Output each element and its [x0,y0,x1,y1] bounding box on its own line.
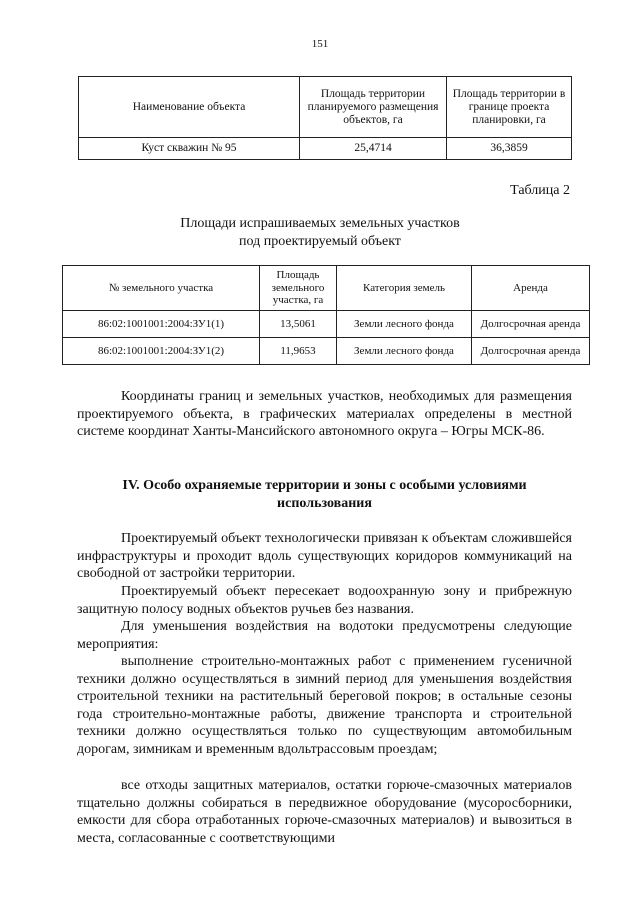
table-cell: Долгосрочная аренда [472,311,590,338]
coordinates-paragraph: Координаты границ и земельных участков, необходимых для размещения проектируемого объекта, в графических материалах определены в местной системе координат Ханты-Мансийского автономного округа – Югры МСК-86. [77,389,572,440]
table-cell: Земли лесного фонда [337,338,472,365]
page-number: 151 [311,38,329,50]
table-row [63,338,590,365]
table-row [63,311,590,338]
table-cell: 86:02:1001001:2004:ЗУ1(2) [63,338,260,365]
paragraph: Проектируемый объект технологически привязан к объектам сложившейся инфраструктуры и проходит вдоль существующих коридоров коммуникаций на свободной от застройки территории. [77,531,572,582]
table-cell: 25,4714 [300,138,447,160]
table-cell: 86:02:1001001:2004:ЗУ1(1) [63,311,260,338]
caption-line: под проектируемый объект [239,234,401,249]
paragraph: Для уменьшения воздействия на водотоки предусмотрены следующие мероприятия: [77,619,572,652]
section-title: IV. Особо охраняемые территории и зоны с особыми условиями использования [122,478,527,511]
table-header-row [63,266,590,311]
caption-line: Площади испрашиваемых земельных участков [180,216,460,231]
table-header-cell: Категория земель [337,266,472,311]
table-cell: 36,3859 [447,138,572,160]
table-cell: Долгосрочная аренда [472,338,590,365]
table-caption [0,215,640,251]
table-header-cell: Площадь территории в границе проекта планировки, га [447,77,572,138]
table-header-cell: Аренда [472,266,590,311]
land-plots-table [62,265,590,365]
paragraph: Проектируемый объект пересекает водоохранную зону и прибрежную защитную полосу водных объектов ручьев без названия. [77,584,572,617]
table-row [79,138,572,160]
table-header-cell: Площадь территории планируемого размещения объектов, га [300,77,447,138]
table-cell: Земли лесного фонда [337,311,472,338]
table-header-cell: Площадь земельного участка, га [260,266,337,311]
table-header-row [79,77,572,138]
table-cell: 11,9653 [260,338,337,365]
object-area-table [78,76,572,160]
table-label: Таблица 2 [510,183,570,198]
table-cell: 13,5061 [260,311,337,338]
table-header-cell: № земельного участка [63,266,260,311]
paragraph: выполнение строительно-монтажных работ с применением гусеничной техники должно осуществляться в зимний период для уменьшения воздействия строительной техники на растительный береговой покров; в остальные сезоны года строительно-монтажные работы, движение транспорта и строительной техники должно осуществляться только по существующим автомобильным дорогам, зимникам и временным вдольтрассовым проездам; [77,654,572,757]
table-cell: Куст скважин № 95 [79,138,300,160]
paragraph: все отходы защитных материалов, остатки горюче-смазочных материалов тщательно должны собираться в передвижное оборудование (мусоросборники, емкости для сбора отработанных горюче-смазочных материалов) и вывозиться в места, согласованные с соответствующими [77,778,572,846]
table-header-cell: Наименование объекта [79,77,300,138]
